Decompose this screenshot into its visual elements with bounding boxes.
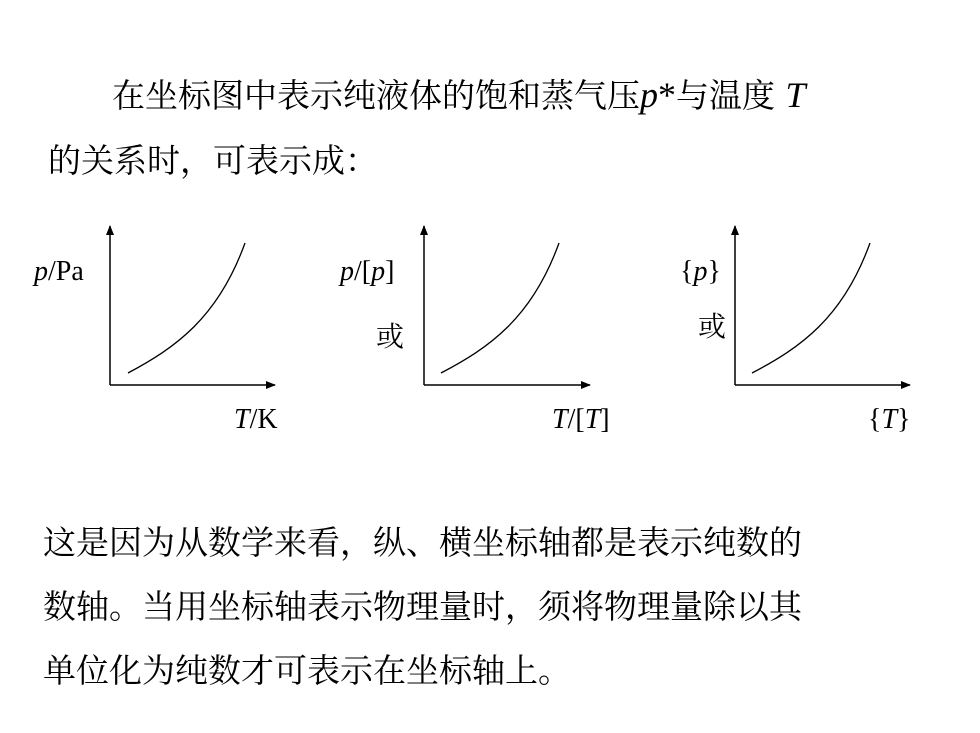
or-label: 或 [376, 322, 405, 353]
graph-pa-k [32, 226, 278, 435]
y-axis-label: {p} [680, 256, 721, 287]
graph-bracket-units [338, 226, 610, 435]
outro-line-3: 单位化为纯数才可表示在坐标轴上。 [43, 651, 571, 690]
vapor-pressure-curve [128, 243, 245, 373]
y-axis-label: p/Pa [34, 256, 84, 287]
vapor-pressure-curve [752, 243, 870, 373]
x-axis-label: T/K [234, 404, 278, 435]
x-axis-label: T/[T] [552, 404, 610, 435]
intro-text-mid: 与温度 [676, 76, 775, 115]
vapor-pressure-curve [441, 243, 559, 373]
outro-line-1: 这是因为从数学来看，纵、横坐标轴都是表示纯数的 [43, 523, 802, 562]
intro-line-2: 的关系时，可表示成： [48, 141, 378, 180]
y-axis-label: p/[p] [340, 256, 395, 287]
temperature-symbol: T [785, 75, 806, 115]
star-symbol: * [658, 75, 676, 115]
intro-text: 在坐标图中表示纯液体的饱和蒸气压 [112, 76, 640, 115]
or-label: 或 [698, 312, 727, 343]
pressure-symbol: p [640, 75, 658, 115]
x-axis-label: {T} [868, 404, 911, 435]
outro-line-2: 数轴。当用坐标轴表示物理量时，须将物理量除以其 [43, 587, 802, 626]
graph-braces [680, 226, 910, 435]
